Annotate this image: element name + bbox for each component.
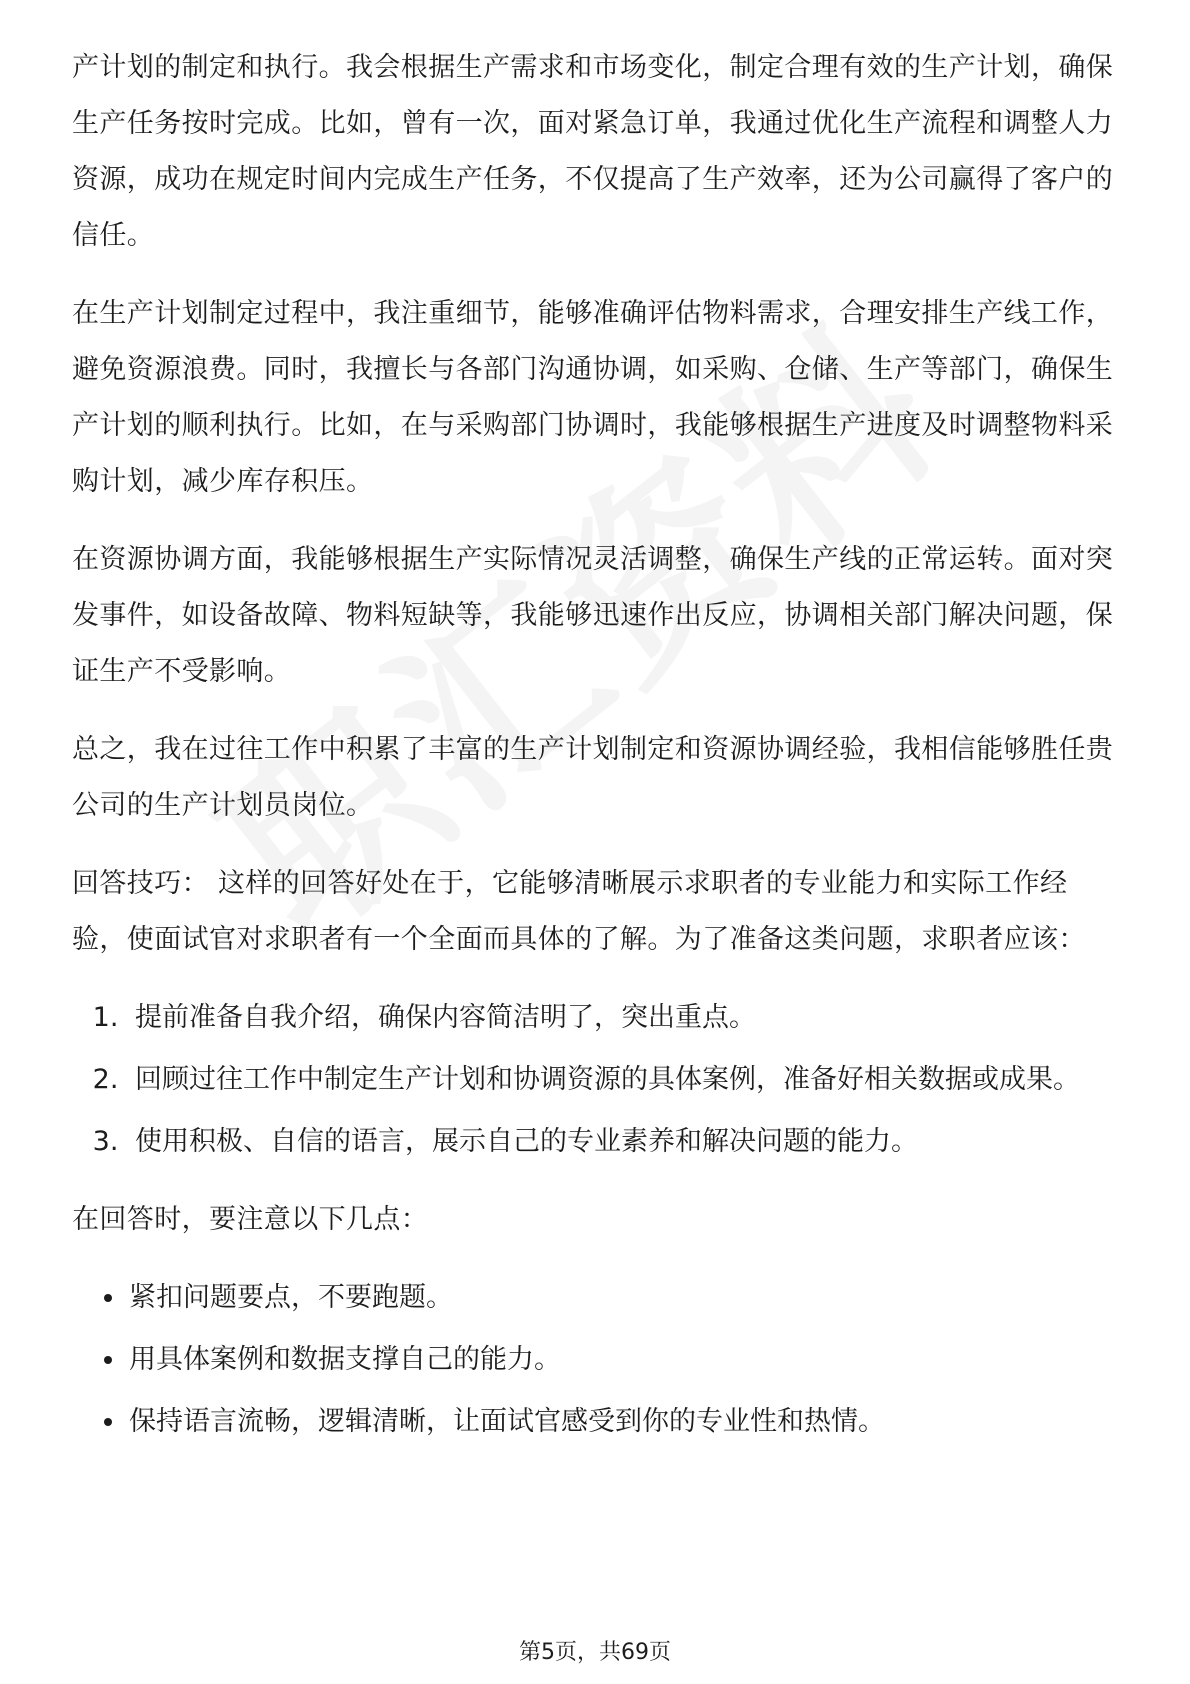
notes-list (72, 1270, 1120, 1450)
paragraph-summary: 总之，我在过往工作中积累了丰富的生产计划制定和资源协调经验，我相信能够胜任贵公司的生产计划员岗位。 (72, 734, 1114, 821)
preparation-steps-list (72, 990, 1120, 1170)
paragraph-experience: 产计划的制定和执行。我会根据生产需求和市场变化，制定合理有效的生产计划，确保生产任务按时完成。比如，曾有一次，面对紧急订单，我通过优化生产流程和调整人力资源，成功在规定时间内完成生产任务，不仅提高了生产效率，还为公司赢得了客户的信任。 (72, 52, 1114, 251)
list-item: • 紧扣问题要点，不要跑题。 (127, 1270, 1120, 1326)
page-number: 第5页，共69页 (519, 1640, 671, 1665)
list-item: 2. 回顾过往工作中制定生产计划和协调资源的具体案例，准备好相关数据或成果。 (127, 1052, 1120, 1108)
document-body (72, 40, 1120, 1456)
list-item: • 用具体案例和数据支撑自己的能力。 (127, 1332, 1120, 1388)
paragraph-coordination: 在资源协调方面，我能够根据生产实际情况灵活调整，确保生产线的正常运转。面对突发事件，如设备故障、物料短缺等，我能够迅速作出反应，协调相关部门解决问题，保证生产不受影响。 (72, 544, 1114, 687)
paragraph-tips: 回答技巧： 这样的回答好处在于，它能够清晰展示求职者的专业能力和实际工作经验，使面试官对求职者有一个全面而具体的了解。为了准备这类问题，求职者应该： (72, 868, 1086, 955)
paragraph-detail: 在生产计划制定过程中，我注重细节，能够准确评估物料需求，合理安排生产线工作，避免资源浪费。同时，我擅长与各部门沟通协调，如采购、仓储、生产等部门，确保生产计划的顺利执行。比如，在与采购部门协调时，我能够根据生产进度及时调整物料采购计划，减少库存积压。 (72, 298, 1114, 497)
list-item: 3. 使用积极、自信的语言，展示自己的专业素养和解决问题的能力。 (127, 1114, 1120, 1170)
notes-intro: 在回答时，要注意以下几点： (72, 1204, 429, 1235)
list-item: • 保持语言流畅，逻辑清晰，让面试官感受到你的专业性和热情。 (127, 1394, 1120, 1450)
list-item: 1. 提前准备自我介绍，确保内容简洁明了，突出重点。 (127, 990, 1120, 1046)
